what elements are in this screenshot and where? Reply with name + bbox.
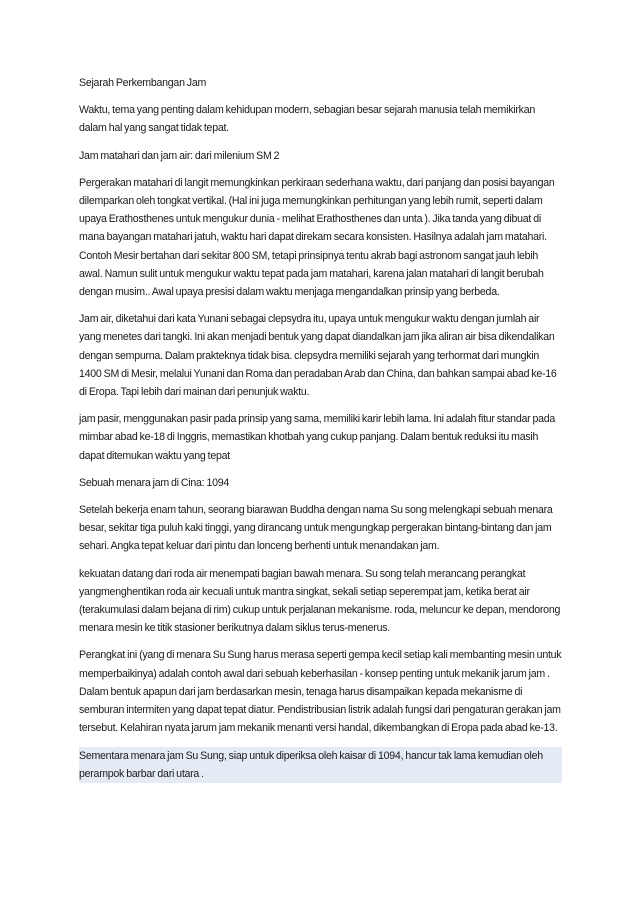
paragraph-hourglass: jam pasir, menggunakan pasir pada prinsip yang sama, memiliki karir lebih lama. Ini adalah fitur standar pada mimbar abad ke-18 di Inggris, memastikan khotbah yang cukup panjang. Dalam bentuk reduksi itu masih dapat ditemukan waktu yang tepat [79,413,556,462]
paragraph-escapement: Perangkat ini (yang di menara Su Sung harus merasa seperti gempa kecil setiap kali membanting mesin untuk memperbaikinya) adalah contoh awal dari sebuah keberhasilan - konsep penting untuk mekanik jarum jam . Dalam bentuk apapun dari jam berdasarkan mesin, tenaga harus disampaikan kepada mekanisme di semburan intermiten yang dapat tepat diatur. Pendistribusian listrik adalah fungsi dari pengaturan gerakan jam tersebut. Kelahiran nyata jarum jam mekanik menanti versi handal, dikembangkan di Eropa pada abad ke-13. [79,649,562,735]
paragraph-intro: Waktu, tema yang penting dalam kehidupan modern, sebagian besar sejarah manusia telah memikirkan dalam hal yang sangat tidak tepat. [79,104,535,135]
paragraph-water-wheel: kekuatan datang dari roda air menempati bagian bawah menara. Su song telah merancang perangkat yangmenghentikan roda air kecuali untuk mantra singkat, sekali setiap seperempat jam, ketika berat air (terakumulasi dalam bejana di rim) cukup untuk perjalanan mekanisme. roda, meluncur ke depan, mendorong menara mesin ke titik stasioner berikutnya dalam siklus terus-menerus. [79,567,561,635]
paragraph-water-clock: Jam air, diketahui dari kata Yunani sebagai clepsydra itu, upaya untuk mengukur waktu dengan jumlah air yang menetes dari tangki. Ini akan menjadi bentuk yang dapat diandalkan jam jika aliran air bisa dikendalikan dengan sempurna. Dalam prakteknya tidak bisa. clepsydra memiliki sejarah yang terhormat dari mungkin 1400 SM di Mesir, melalui Yunani dan Roma dan peradaban Arab dan China, dan bahkan sampai abad ke-16 di Eropa. Tapi lebih dari mainan dari penunjuk waktu. [79,313,557,399]
paragraph-highlighted-selection[interactable]: Sementara menara jam Su Sung, siap untuk diperiksa oleh kaisar di 1094, hancur tak lama kemudian oleh perampok barbar dari utara . [79,747,562,783]
document-body [79,74,562,783]
paragraph-sundial: Pergerakan matahari di langit memungkinkan perkiraan sederhana waktu, dari panjang dan posisi bayangan dilemparkan oleh tongkat vertikal. (Hal ini juga memungkinkan perhitungan yang lebih rumit, seperti dalam upaya Erathosthenes untuk mengukur dunia - melihat Erathosthenes dan unta ). Jika tanda yang dibuat di mana bayangan matahari jatuh, waktu hari dapat direkam secara konsisten. Hasilnya adalah jam matahari. Contoh Mesir bertahan dari sekitar 800 SM, tetapi prinsipnya tentu akrab bagi astronom sangat jauh lebih awal. Namun sulit untuk mengukur waktu tepat pada jam matahari, karena jalan matahari di langit berubah dengan musim.. Awal upaya presisi dalam waktu menjaga mengandalkan prinsip yang berbeda. [79,176,555,299]
paragraph-su-song-tower: Setelah bekerja enam tahun, seorang biarawan Buddha dengan nama Su song melengkapi sebuah menara besar, sekitar tiga puluh kaki tinggi, yang dirancang untuk mengungkap pergerakan bintang-bintang dan jam sehari. Angka tepat keluar dari pintu dan lonceng berhenti untuk menandakan jam. [79,504,553,553]
section-heading-sundial-waterclock: Jam matahari dan jam air: dari milenium SM 2 [79,149,280,162]
section-heading-china-clock-tower: Sebuah menara jam di Cina: 1094 [79,476,230,489]
document-title: Sejarah Perkembangan Jam [79,77,207,89]
